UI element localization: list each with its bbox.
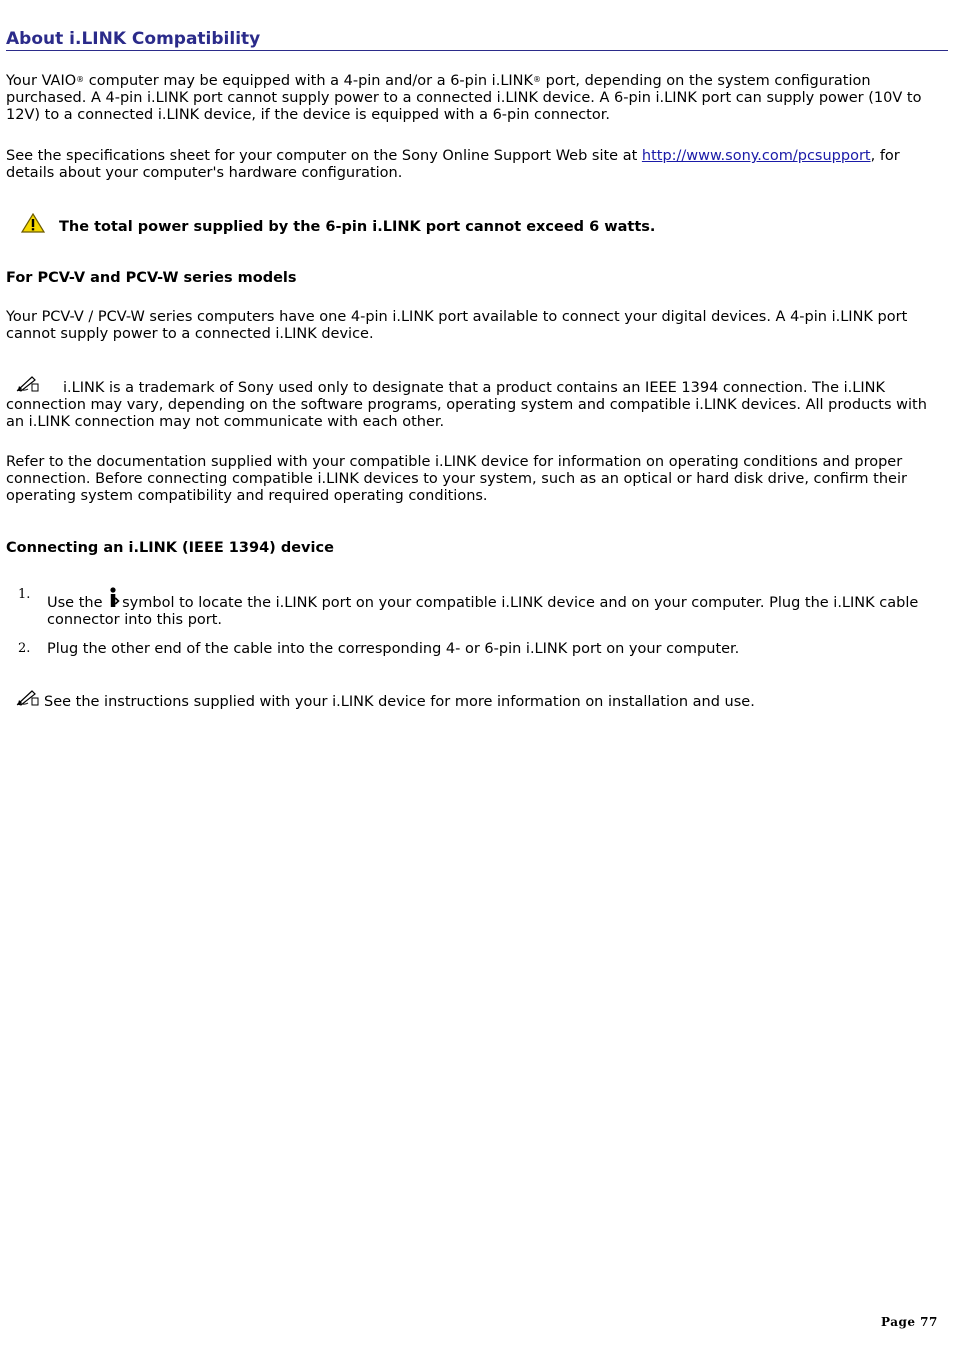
note-instructions: See the instructions supplied with your i.LINK device for more information on installation and use. <box>44 694 755 710</box>
intro-paragraph: Your VAIO® computer may be equipped with a 4-pin and/or a 6-pin i.LINK® port, depending on the system configuration purchased. A 4-pin i.LINK port cannot supply power to a connected i.LINK device. A 6-pin i.LINK port can supply power (10V to 12V) to a connected i.LINK device, if the device is equipped with a 6-pin connector. <box>6 73 922 123</box>
note-trademark: i.LINK is a trademark of Sony used only to designate that a product contains an IEEE 1394 connection. The i.LINK connection may vary, depending on the software programs, operating system and compatible i.LINK devices. All products with an i.LINK connection may not communicate with each other. <box>6 380 927 430</box>
page-number: Page 77 <box>881 1315 938 1329</box>
step-number: 1. <box>18 587 31 602</box>
page-title: About i.LINK Compatibility <box>6 29 261 49</box>
list-item: Use the symbol to locate the i.LINK port on your compatible i.LINK device and on your computer. Plug the i.LINK cable connector into this port. <box>47 587 927 629</box>
ilink-symbol-icon <box>108 587 120 609</box>
section-heading-connecting: Connecting an i.LINK (IEEE 1394) device <box>6 540 334 556</box>
step-number: 2. <box>18 641 31 656</box>
models-paragraph: Your PCV-V / PCV-W series computers have one 4-pin i.LINK port available to connect your digital devices. A 4-pin i.LINK port cannot supply power to a connected i.LINK device. <box>6 309 908 342</box>
list-item: Plug the other end of the cable into the corresponding 4- or 6-pin i.LINK port on your computer. <box>47 641 740 657</box>
title-rule <box>6 30 948 51</box>
support-paragraph: See the specifications sheet for your computer on the Sony Online Support Web site at http://www.sony.com/pcsupport, for details about your computer's hardware configuration. <box>6 148 900 181</box>
note-pencil-icon <box>16 689 40 706</box>
registered-mark: ® <box>533 75 542 84</box>
support-link[interactable]: http://www.sony.com/pcsupport <box>641 148 871 164</box>
section-heading-models: For PCV-V and PCV-W series models <box>6 270 297 286</box>
warning-icon <box>21 213 45 233</box>
refer-paragraph: Refer to the documentation supplied with your compatible i.LINK device for information on operating conditions and proper connection. Before connecting compatible i.LINK devices to your system, such as an optical or hard disk drive, confirm their operating system compatibility and required operating conditions. <box>6 454 907 504</box>
registered-mark: ® <box>76 75 85 84</box>
warning-text: The total power supplied by the 6-pin i.LINK port cannot exceed 6 watts. <box>59 219 656 235</box>
